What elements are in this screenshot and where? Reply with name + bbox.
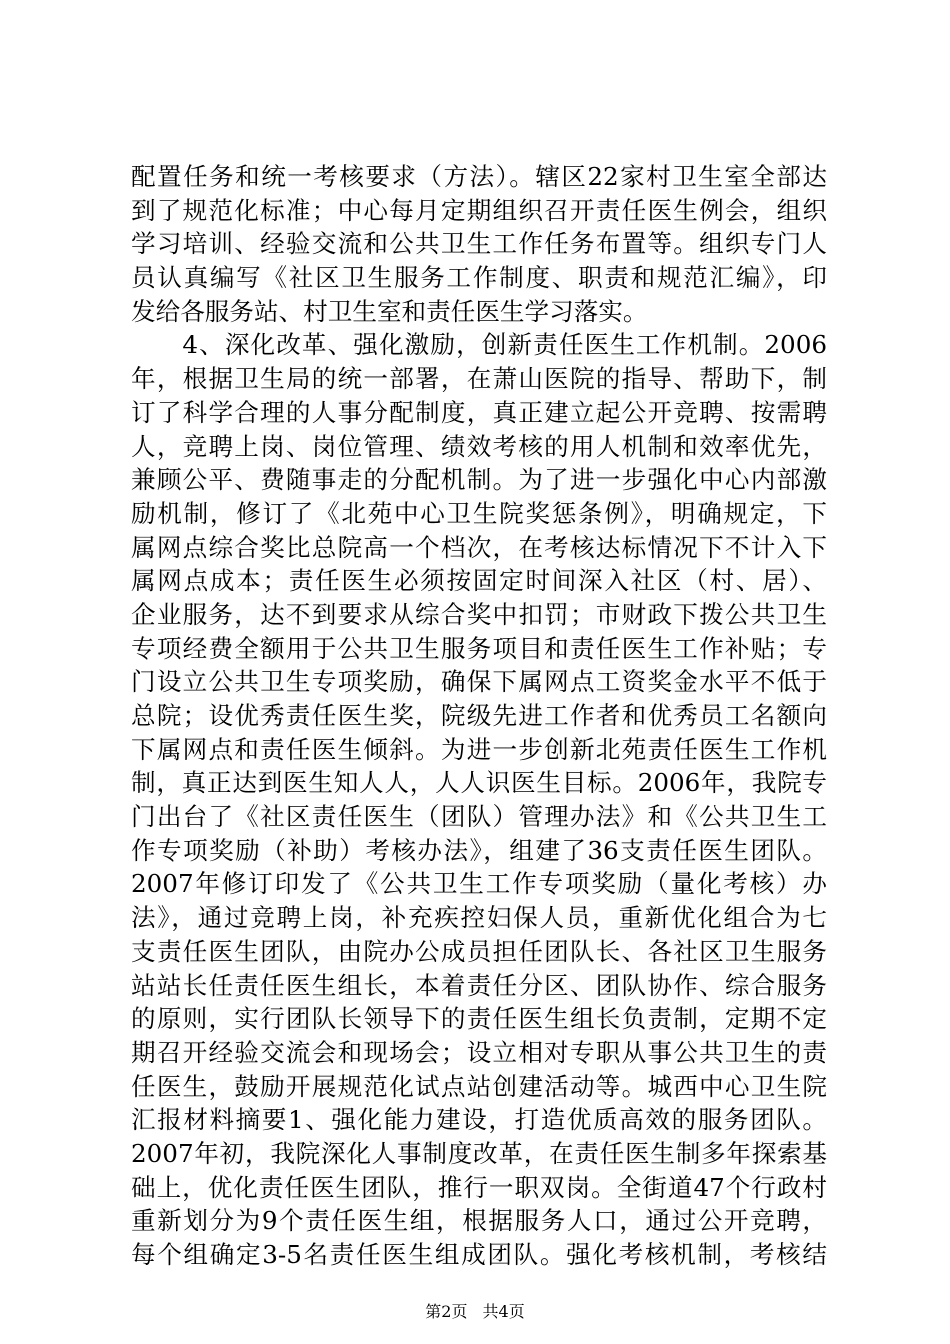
text-line: 2007年修订印发了《公共卫生工作专项奖励（量化考核）办 bbox=[131, 869, 827, 899]
text-line: 学习培训、经验交流和公共卫生工作任务布置等。组织专门人 bbox=[131, 229, 827, 259]
text-line: 下属网点和责任医生倾斜。为进一步创新北苑责任医生工作机 bbox=[131, 734, 827, 764]
body-text bbox=[131, 160, 827, 1272]
page-number: 第2页 bbox=[425, 1302, 468, 1321]
text-line: 员认真编写《社区卫生服务工作制度、职责和规范汇编》，印 bbox=[131, 263, 827, 293]
text-line: 属网点综合奖比总院高一个档次，在考核达标情况下不计入下 bbox=[131, 532, 827, 562]
text-line: 4、深化改革、强化激励，创新责任医生工作机制。2006 bbox=[131, 330, 827, 360]
text-line: 订了科学合理的人事分配制度，真正建立起公开竞聘、按需聘 bbox=[131, 397, 827, 427]
text-line: 支责任医生团队，由院办公成员担任团队长、各社区卫生服务 bbox=[131, 936, 827, 966]
text-line: 门出台了《社区责任医生（团队）管理办法》和《公共卫生工 bbox=[131, 802, 827, 832]
text-line: 总院；设优秀责任医生奖，院级先进工作者和优秀员工名额向 bbox=[131, 701, 827, 730]
text-line: 任医生，鼓励开展规范化试点站创建活动等。城西中心卫生院 bbox=[131, 1071, 827, 1101]
text-line: 2007年初，我院深化人事制度改革，在责任医生制多年探索基 bbox=[131, 1138, 827, 1168]
text-line: 人，竞聘上岗、岗位管理、绩效考核的用人机制和效率优先， bbox=[131, 431, 827, 461]
text-line: 的原则，实行团队长领导下的责任医生组长负责制，定期不定 bbox=[131, 1004, 827, 1034]
text-line: 重新划分为9个责任医生组，根据服务人口，通过公开竞聘， bbox=[131, 1206, 827, 1236]
text-line: 制，真正达到医生知人人，人人识医生目标。2006年，我院专 bbox=[131, 768, 827, 798]
text-line: 期召开经验交流会和现场会；设立相对专职从事公共卫生的责 bbox=[131, 1037, 827, 1067]
page-footer bbox=[0, 1302, 950, 1322]
text-line: 属网点成本；责任医生必须按固定时间深入社区（村、居）、 bbox=[131, 566, 827, 596]
text-line: 励机制，修订了《北苑中心卫生院奖惩条例》，明确规定，下 bbox=[131, 498, 827, 528]
text-line: 汇报材料摘要1、强化能力建设，打造优质高效的服务团队。 bbox=[131, 1105, 827, 1135]
text-line: 专项经费全额用于公共卫生服务项目和责任医生工作补贴；专 bbox=[131, 633, 827, 663]
text-line: 法》，通过竞聘上岗，补充疾控妇保人员，重新优化组合为七 bbox=[131, 903, 827, 933]
text-line: 年，根据卫生局的统一部署，在萧山医院的指导、帮助下，制 bbox=[131, 364, 827, 394]
text-line: 企业服务，达不到要求从综合奖中扣罚；市财政下拨公共卫生 bbox=[131, 599, 827, 629]
text-line: 门设立公共卫生专项奖励，确保下属网点工资奖金水平不低于 bbox=[131, 667, 827, 697]
text-line: 配置任务和统一考核要求（方法）。辖区22家村卫生室全部达 bbox=[131, 162, 827, 191]
text-line: 发给各服务站、村卫生室和责任医生学习落实。 bbox=[131, 296, 648, 326]
text-line: 作专项奖励（补助）考核办法》，组建了36支责任医生团队。 bbox=[131, 835, 827, 865]
page-total: 共4页 bbox=[482, 1302, 525, 1321]
text-line: 兼顾公平、费随事走的分配机制。为了进一步强化中心内部激 bbox=[131, 465, 827, 495]
text-line: 每个组确定3-5名责任医生组成团队。强化考核机制，考核结 bbox=[131, 1240, 827, 1269]
text-line: 到了规范化标准；中心每月定期组织召开责任医生例会，组织 bbox=[131, 195, 827, 225]
text-line: 础上，优化责任医生团队，推行一职双岗。全街道47个行政村 bbox=[131, 1172, 827, 1202]
text-line: 站站长任责任医生组长，本着责任分区、团队协作、综合服务 bbox=[131, 970, 827, 1000]
